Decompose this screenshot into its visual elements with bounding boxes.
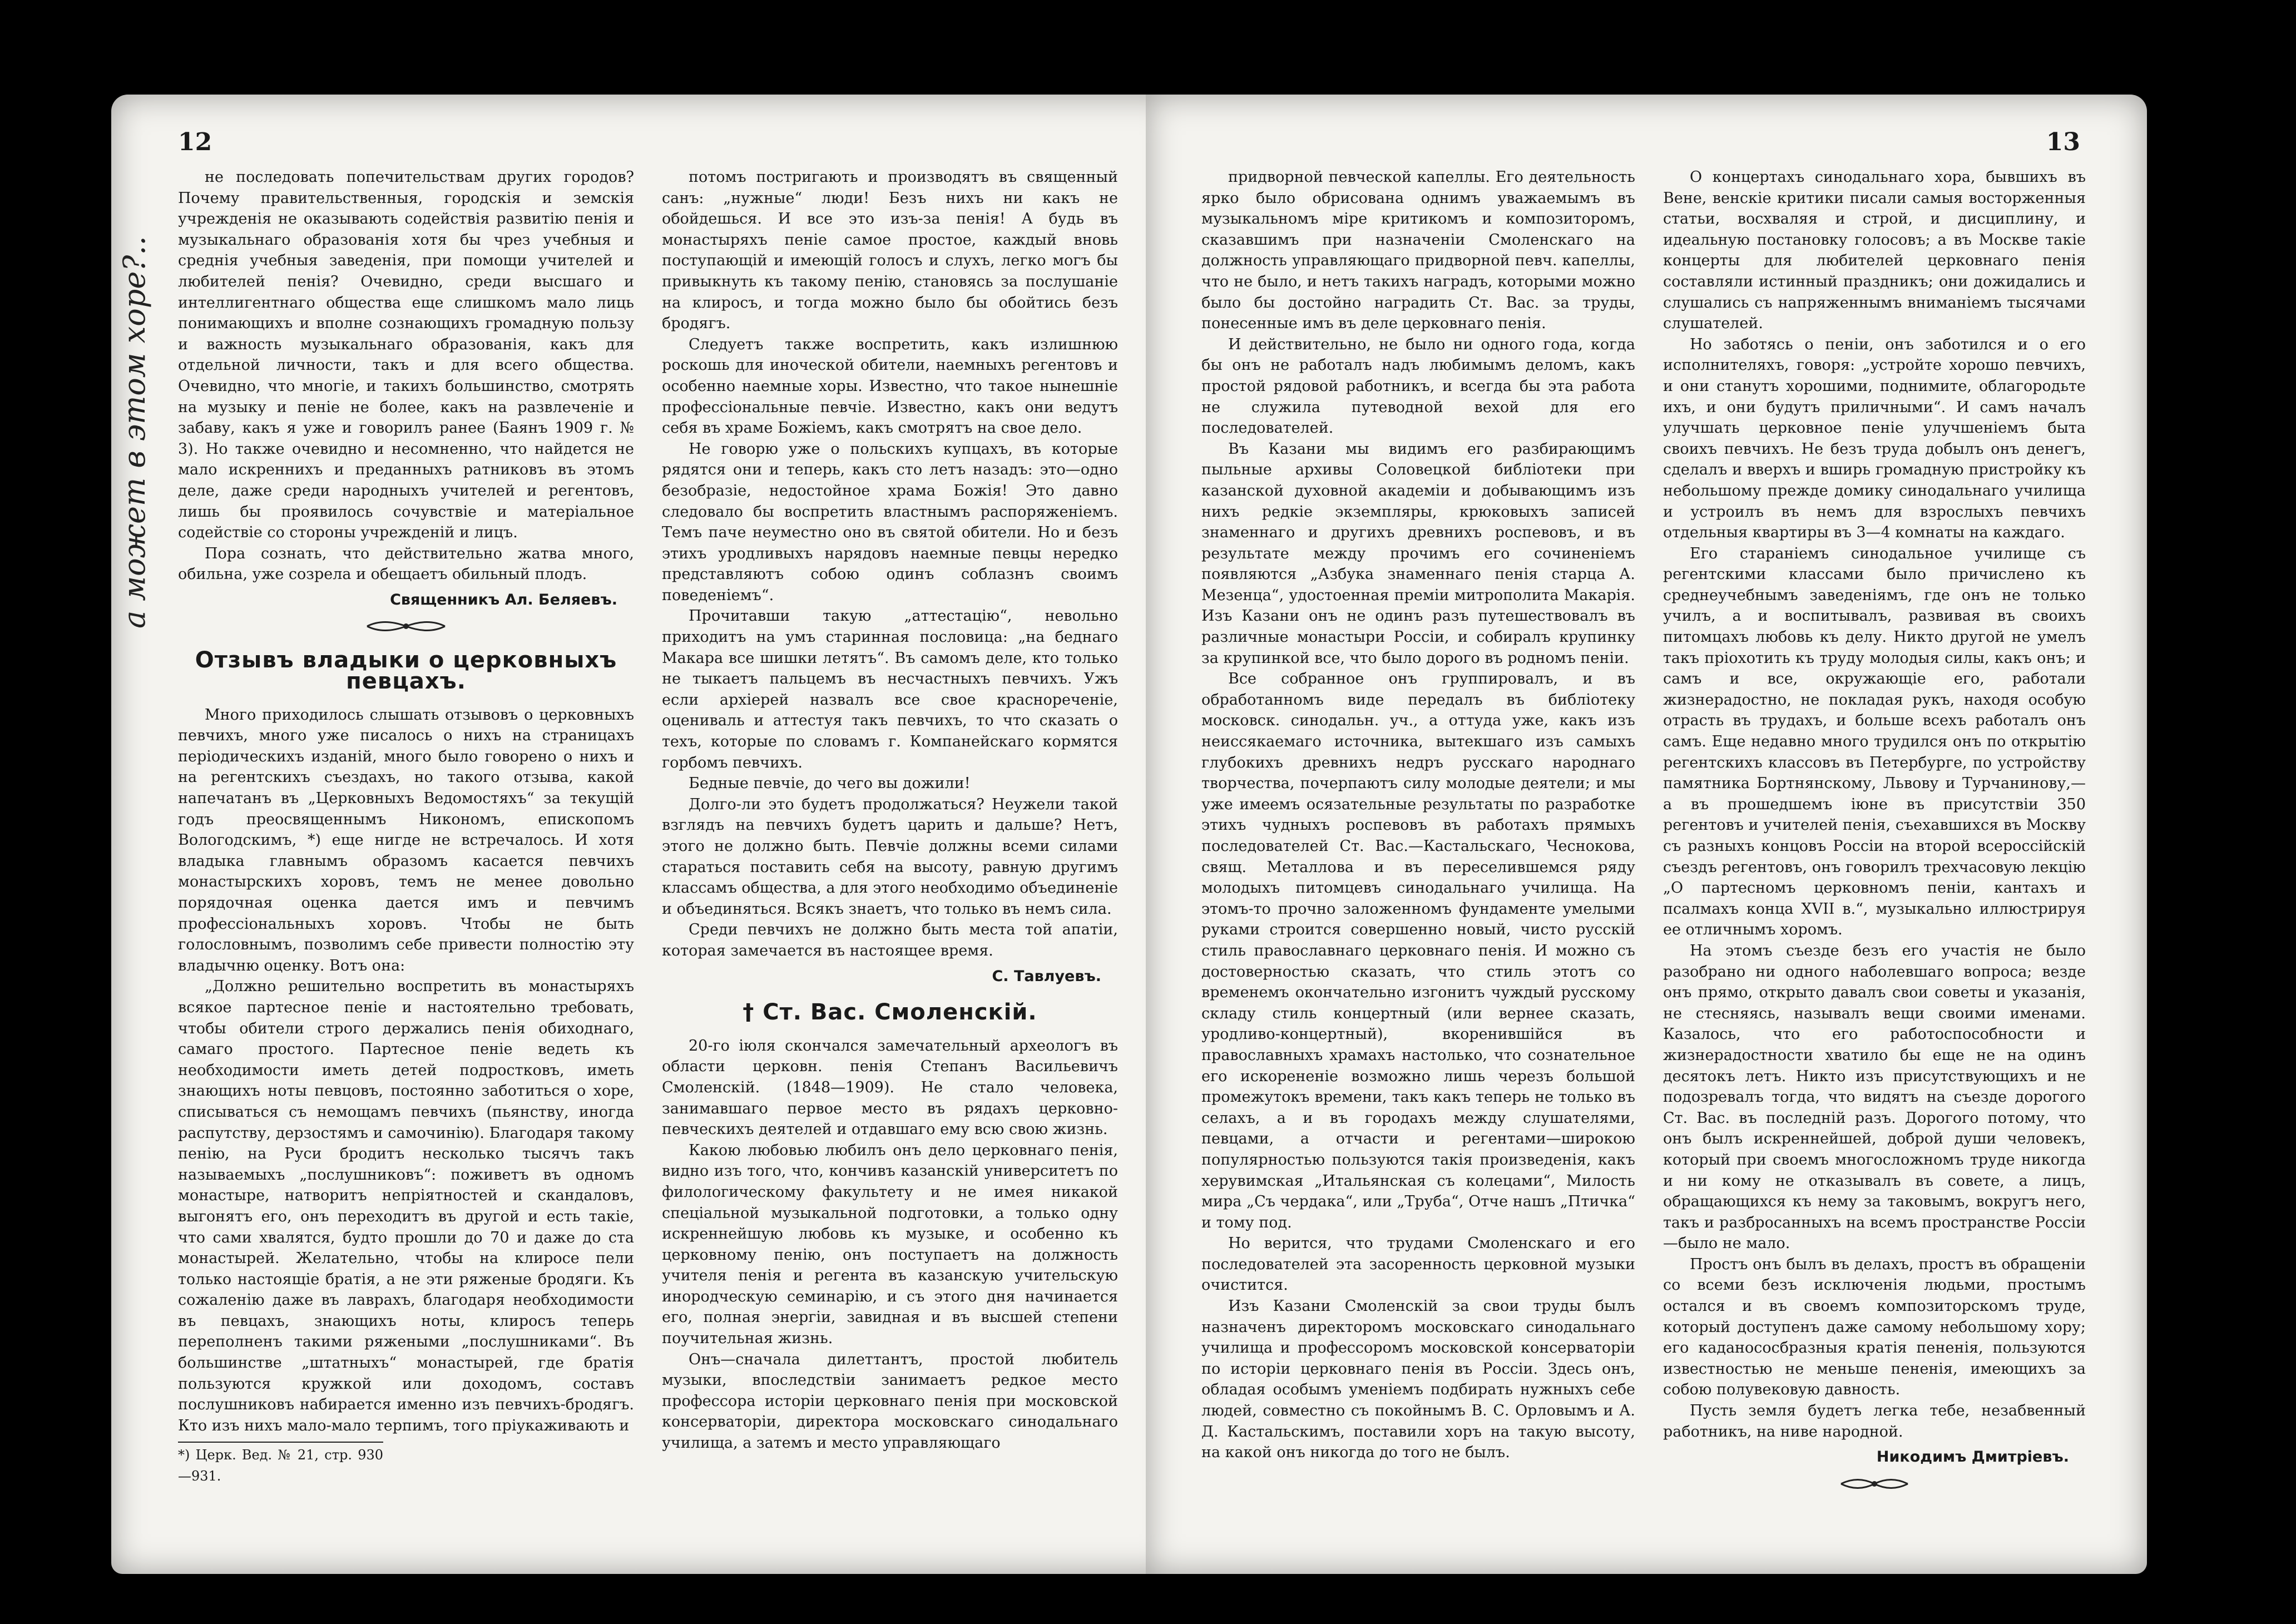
signature: С. Тавлуевъ. xyxy=(992,967,1101,985)
paragraph: не последовать попечительствам других городов? Почему правительственныя, городскія и земскія учрежденія не оказывають содействія развитію пенія и музыкальнаго образованія хотя бы чрез учебныя и среднія учебныя заведенія, при помощи учителей и любителей пенія? Очевидно, среди высшаго и интеллигентнаго общества еще слишкомъ мало лиць понимающихъ и вполне сознающихъ громадную пользу и важность музыкальнаго образованія, какъ для отдельной личности, такъ и для всего общества. Очевидно, что многіе, и такихъ большинство, смотрять на музыку и пеніе не более, какъ на развлеченіе и забаву, какъ я уже и говорилъ ранее (Баянъ 1909 г. № 3). Но также очевидно и несомненно, что найдется не мало искреннихъ и преданныхъ ратниковъ въ этомъ деле, даже среди народныхъ учителей и регентовъ, лишь бы проявилось сочувствіе и матеріальное содействіе со стороны учрежденій и лицъ. xyxy=(178,169,634,542)
paragraph: Онъ—сначала дилеттантъ, простой любитель музыки, впоследствіи занимаетъ редкое место профессора исторіи церковнаго пенія при московской консерваторіи, директора московскаго синодальнаго училища, а затемъ и место управляющаго xyxy=(662,1350,1118,1452)
paragraph: Пусть земля будетъ легка тебе, незабвенный работникъ, на ниве народной. xyxy=(1663,1402,2086,1440)
paragraph: Пора сознать, что действительно жатва много, обильна, уже созрела и обещаетъ обильный плодъ. xyxy=(178,544,634,583)
paragraph: Его стараніемъ синодальное училище съ регентскими классами было причислено къ среднеучебнымъ заведеніямъ, где онъ не только училъ, а и воспитывалъ, развивая въ своихъ питомцахъ любовь къ делу. Никто другой не умелъ такъ пріохотить къ труду молодыя силы, какъ онъ; и самъ и все, окружающіе его, работали жизнерадостно, не покладая рукъ, находя особую отрасть въ трудахъ, и больше всехъ работалъ онъ самъ. Еще недавно много трудился онъ по открытію регентскихъ классовъ въ Петербурге, по устройству памятника Бортнянскому, Львову и Турчанинову,—а въ прошедшемъ іюне въ присутствіи 350 регентовъ и учителей пенія, съехавшихся въ Москву съ разныхъ концовъ Россіи на второй всероссійскій съездъ регентовъ, онъ говорилъ трехчасовую лекцію „О партесномъ церковномъ пеніи, кантахъ и псалмахъ конца XVII в.“, музыкально иллюстрируя ее отличнымъ хоромъ. xyxy=(1663,544,2086,939)
page-number-right: 13 xyxy=(2046,128,2080,156)
paragraph: Среди певчихъ не должно быть места той апатіи, которая замечается въ настоящее время. xyxy=(662,921,1118,959)
signature: Никодимъ Дмитріевъ. xyxy=(1876,1448,2069,1466)
paragraph: Все собранное онъ группировалъ, и въ обработанномъ виде передалъ въ библіотеку московск. синодальн. уч., а оттуда уже, какъ изъ неиссякаемаго источника, вытекшаго изъ самыхъ глубокихъ древнихъ недръ русскаго народнаго творчества, почерпаютъ силу молодые деятели; и мы уже имеемъ осязательные результаты по разработке этихъ чудныхъ роспевовъ въ работахъ прямыхъ последователей Ст. Вас.—Кастальскаго, Чеснокова, свящ. Металлова и въ переселившемся ряду молодыхъ питомцевъ синодальнаго училища. На этомъ-то прочно заложенномъ фундаменте умелыми руками строится совершенно новый, чисто русскій стиль православнаго церковнаго пенія. И можно съ достоверностью сказать, что стиль этотъ со временемъ окончательно изгонитъ чуждый русскому складу стиль концертный (или вернее сказать, уродливо-концертный), вкоренившійся въ православныхъ храмахъ настолько, что сознательное его искорененіе возможно лишь черезъ большой промежутокъ времени, такъ какъ теперь не только въ селахъ, а и въ городахъ между слушателями, певцами, а отчасти и регентами—широкою популярностью пользуются такія произведенія, какъ херувимская „Итальянская съ колецами“, Милость мира „Съ чердака“, или „Труба“, Отче нашъ „Птичка“ и тому под. xyxy=(1201,670,1635,1231)
paragraph: Простъ онъ былъ въ делахъ, простъ въ обращеніи со всеми безъ исключенія людьми, простымъ остался и въ своемъ композиторскомъ труде, который доступенъ даже самому небольшому хору; его каданососбразныя кратія пененія, пользуются известностью не меньше пененія, имеющихъ за собою полувековую давность. xyxy=(1663,1255,2086,1399)
left-column-2 xyxy=(662,167,1118,1474)
obituary-heading: † Ст. Вас. Смоленскій. xyxy=(743,999,1037,1026)
paragraph: Много приходилось слышать отзывовъ о церковныхъ певчихъ, много уже писалось о нихъ на страницахъ періодическихъ изданій, много было говорено о нихъ и на регентскихъ съездахъ, но такого отзыва, какой напечатанъ въ „Церковныхъ Ведомостяхъ“ за текущій годъ преосвященнымъ Никономъ, епископомъ Вологодскимъ, *) еще нигде не встречалось. И хотя владыка главнымъ образомъ касается певчихъ монастырскихъ хоровъ, темъ не менее довольно порядочная оценка дается имъ и певчимъ профессіональныхъ хоровъ. Чтобы не быть голословнымъ, позволимъ себе привести полностію эту владычню оценку. Вотъ она: xyxy=(178,706,634,974)
paragraph: На этомъ съезде безъ его участія не было разобрано ни одного наболевшаго вопроса; везде онъ прямо, открыто давалъ свои советы и указанія, не стесняясь, называлъ вещи своими именами. Казалось, что его работоспособности и жизнерадостности хватило бы еще не на одинъ десятокъ летъ. Никто изъ присутствующихъ и не подозревалъ тогда, что видятъ на съезде дорогого Ст. Вас. въ последній разъ. Дорогого потому, что онъ былъ искреннейшей, доброй души человекъ, который при своемъ многосложномъ труде никогда и ни кому не отказывалъ въ совете, а лицъ, обращающихся къ нему за таковымъ, вокругъ него, такъ и разбросанныхъ на всемъ пространстве Россіи—было не мало. xyxy=(1663,942,2086,1252)
footnote: *) Церк. Вед. № 21, стр. 930—931. xyxy=(178,1442,383,1487)
paragraph: Какою любовью любилъ онъ дело церковнаго пенія, видно изъ того, что, кончивъ казанскій университетъ по филологическому факультету и не имея никакой спеціальной музыкальной подготовки, а только одну искреннейшую любовь къ музыке, и особенно къ церковному пенію, онъ поступаетъ на должность учителя пенія и регента въ казанскую учительскую инородческую семинарію, и съ этого дня начинается его, полная энергіи, завидная и въ высшей степени поучительная жизнь. xyxy=(662,1141,1118,1348)
signature: Священникъ Ал. Беляевъ. xyxy=(390,591,617,608)
paragraph: Прочитавши такую „аттестацію“, невольно приходитъ на умъ старинная пословица: „на беднаго Макара все шишки летятъ“. Въ самомъ деле, кто только не тыкаетъ пальцемъ въ несчастныхъ певчихъ. Ужъ если архіерей назвалъ все свое краснореченіе, оцениваль и аттестуя такъ певчихъ, то что сказать о техъ, которые по словамъ г. Компанейскаго кормятся горбомъ певчихъ. xyxy=(662,607,1118,771)
ornament-divider xyxy=(1835,1476,1913,1492)
paragraph: „Должно решительно воспретить въ монастыряхъ всякое партесное пеніе и настоятельно требовать, чтобы обители строго держались пенія обиходнаго, самаго простого. Партесное пеніе ведеть къ необходимости иметь детей подростковъ, иметь знающихъ ноты певцовъ, постоянно заботиться о хоре, списываться съ немощамъ певчихъ (пьянству, иногда распутству, дерзостямъ и самочинію). Благодаря такому пенію, на Руси бродитъ несколько тысячъ такъ называемыхъ „послушниковъ“: поживетъ въ одномъ монастыре, натворитъ непріятностей и скандаловъ, выгонятъ его, онъ переходитъ въ другой и есть такіе, что сами хвалятся, будто прошли до 70 и даже до ста монастырей. Желательно, чтобы на клиросе пели только настоящіе братія, а не эти ряженые бродяги. Къ сожаленію даже въ лаврахъ, благодаря необходимости въ певцахъ, знающихъ ноты, клиросъ теперь переполненъ такими ряжеными „послушниками“. Въ большинстве „штатныхъ“ монастырей, где братія пользуются кружкой или доходомъ, составъ послушниковъ набирается именно изъ певчихъ-бродягъ. Кто изъ нихъ мало-мало терпимъ, того пріукаживають и xyxy=(178,978,634,1434)
left-page xyxy=(111,95,1179,1574)
paragraph: Бедные певчіе, до чего вы дожили! xyxy=(689,775,971,793)
paragraph: Въ Казани мы видимъ его разбирающимъ пыльные архивы Соловецкой библіотеки при казанской духовной академіи и добывающимъ изъ нихъ редкіе экземпляры, крюковыхъ записей знаменнаго и другихъ древнихъ роспевовъ, и въ результате между прочимъ его сочиненіемъ появляются „Азбука знаменнаго пенія старца А. Мезенца“, удостоенная преміи митрополита Макарія. Изъ Казани онъ не одинъ разъ путешествовалъ въ различные монастыри Россіи, и собиралъ крупинку за крупинкой все, что было дорого въ родномъ пеніи. xyxy=(1201,440,1635,667)
paragraph: 20-го іюля скончался замечательный археологъ въ области церковн. пенія Степанъ Васильевичъ Смоленскій. (1848—1909). Не стало человека, занимавшаго первое место въ рядахъ церковно-певческихъ деятелей и отдавшаго ему всю свою жизнь. xyxy=(662,1037,1118,1138)
right-column-2 xyxy=(1663,167,2086,1474)
paragraph: Следуетъ также воспретить, какъ излишнюю роскошь для иноческой обители, наемныхъ регентовъ и особенно наемные хоры. Известно, что такое нынешніе профессіональные певчіе. Известно, какъ они ведутъ себя въ храме Божіемъ, какъ смотрятъ на свое дело. xyxy=(662,335,1118,437)
page-number-left: 12 xyxy=(178,128,212,156)
paragraph: И действительно, не было ни одного года, когда бы онъ не работалъ надъ любимымъ деломъ, какъ простой рядовой работникъ, и всегда бы эта работа не служила путеводной вехой для его последователей. xyxy=(1201,335,1635,437)
article-heading: Отзывъ владыки о церковныхъ певцахъ. xyxy=(195,647,617,695)
ornament-divider xyxy=(362,618,451,635)
paragraph: потомъ постригають и производятъ въ священный санъ: „нужные“ люди! Безъ нихъ ни какъ не обойдешься. И все это изъ-за пенія! А будь въ монастыряхъ пеніе самое простое, каждый вновь поступающій и имеющій голосъ и слухъ, легко могъ бы привыкнуть къ такому пенію, становясь за послушаніе на клиросъ, и тогда можно было бы обойтись безъ бродягъ. xyxy=(662,169,1118,333)
right-page xyxy=(1146,95,2147,1574)
left-column-1 xyxy=(178,167,634,1484)
right-column-1 xyxy=(1201,167,1635,1474)
paragraph: Изъ Казани Смоленскій за свои труды былъ назначенъ директоромъ московскаго синодальнаго училища и профессоромъ московской консерваторіи по исторіи церковнаго пенія въ Россіи. Здесь онъ, обладая особымъ уменіемъ подбирать нужныхъ себе людей, совместно съ покойнымъ В. С. Орловымъ и А. Д. Кастальскимъ, поставили хоръ на такую высоту, на какой онъ никогда до того не былъ. xyxy=(1201,1298,1635,1462)
paragraph: Долго-ли это будетъ продолжаться? Неужели такой взглядъ на певчихъ будетъ царить и дальше? Нетъ, этого не должно быть. Певчіе должны всеми силами стараться поставить себя на высоту, равную другимъ классамъ общества, а для этого необходимо объединеніе и объединяться. Всякъ знаетъ, что только въ немъ сила. xyxy=(662,795,1119,918)
paragraph: Не говорю уже о польскихъ купцахъ, въ которые рядятся они и теперь, какъ сто летъ назадъ: это—одно безобразіе, недостойное храма Божія! Это давно следовало бы воспретить властнымъ распоряженіемъ. Темъ паче неуместно оно въ святой обители. Но и безъ этихъ уродливыхъ нарядовъ наемные певцы нередко представляютъ собою одинъ соблазнъ своимъ поведеніемъ“. xyxy=(662,440,1118,604)
handwritten-margin-note: а может в этом хоре?.. xyxy=(117,236,152,628)
paragraph: придворной певческой капеллы. Его деятельность ярко было обрисована однимъ уважаемымъ въ музыкальномъ міре критикомъ и композиторомъ, сказавшимъ при назначеніи Смоленскаго на должность управляющаго придворной певч. капеллы, что не было, и нетъ такихъ наградъ, которыми можно было бы достойно наградить Ст. Вас. за труды, понесенные имъ въ деле церковнаго пенія. xyxy=(1201,169,1635,333)
paragraph: Но верится, что трудами Смоленскаго и его последователей эта засоренность церковной музыки очистится. xyxy=(1201,1235,1635,1294)
paragraph: О концертахъ синодальнаго хора, бывшихъ въ Вене, венскіе критики писали самыя восторженныя статьи, восхваляя и строй, и дисциплину, и идеальную постановку голосовъ; а въ Москве такіе концерты для любителей церковнаго пенія составляли истинный праздникъ; они дожидались и слушались съ напряженнымъ вниманіемъ тысячами слушателей. xyxy=(1663,169,2086,333)
paragraph: Но заботясь о пеніи, онъ заботился и о его исполнителяхъ, говоря: „устройте хорошо певчихъ, и они станутъ хорошими, поднимите, облагородьте ихъ, и они будутъ приличными“. И самъ началъ улучшать церковное пеніе улучшеніемъ быта своихъ певчихъ. Не безъ труда добылъ онъ денегъ, сделалъ и вверхъ и вширь громадную пристройку къ небольшому прежде домику синодальнаго училища и устроилъ въ немъ для взрослыхъ певчихъ отдельныя квартиры въ 3—4 комнаты на каждаго. xyxy=(1663,335,2086,542)
